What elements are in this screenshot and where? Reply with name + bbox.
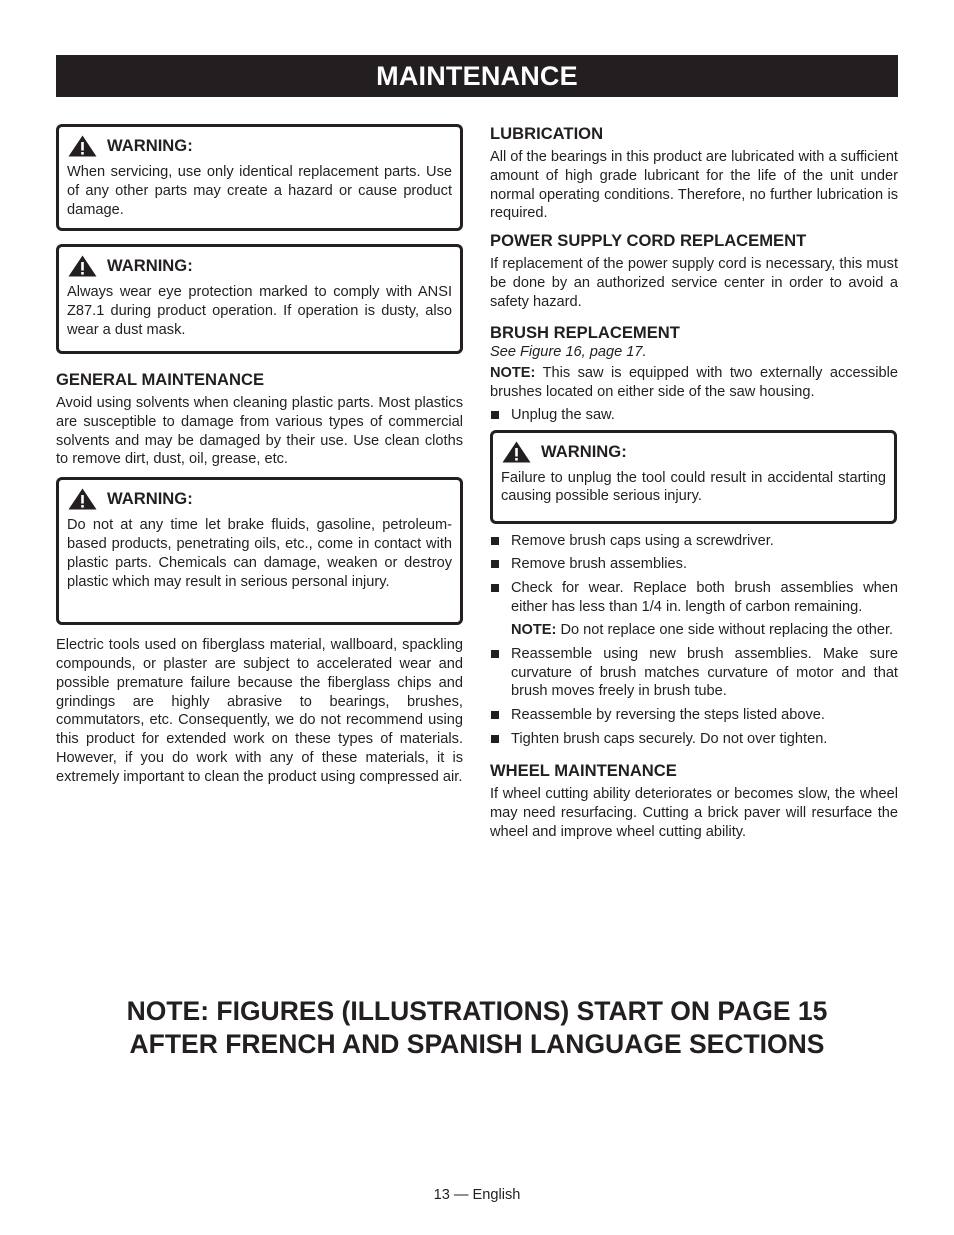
warning-header — [67, 255, 452, 277]
left-column — [56, 124, 463, 787]
bullet-square-icon — [491, 411, 499, 419]
wheel-maintenance-text: If wheel cutting ability deteriorates or becomes slow, the wheel may need resurfacing. Cutting a brick paver will resurface the wheel and improve wheel cutting ability. — [490, 786, 898, 840]
page-footer: 13 — English — [433, 1187, 521, 1203]
figures-note — [0, 995, 954, 1061]
warning-header — [501, 441, 886, 463]
list-item — [490, 730, 898, 749]
step-text: Reassemble using new brush assemblies. Make sure curvature of brush matches curvature of motor and that brush moves freely in brush tube. — [511, 645, 898, 700]
warning-header — [67, 488, 452, 510]
lubrication-heading: LUBRICATION — [490, 124, 604, 143]
warning-title: WARNING: — [107, 256, 193, 275]
step-text: Reassemble by reversing the steps listed above. — [511, 706, 825, 723]
warning-triangle-icon — [68, 488, 97, 510]
figures-note-line-2: AFTER FRENCH AND SPANISH LANGUAGE SECTIONS — [129, 1029, 825, 1059]
warning-title: WARNING: — [107, 489, 193, 509]
note-label: NOTE: — [511, 622, 557, 639]
note-text: This saw is equipped with two externally accessible brushes located on either side of the saw housing. — [490, 365, 898, 401]
note-label: NOTE: — [490, 365, 536, 382]
warning-triangle-icon — [502, 441, 531, 463]
warning-title: WARNING: — [107, 136, 193, 155]
lubrication-text: All of the bearings in this product are lubricated with a sufficient amount of high grade lubricant for the life of the unit under normal operating conditions. Therefore, no further lubrication is required. — [490, 149, 898, 222]
warning-box-unplug — [490, 430, 897, 524]
step-text: Remove brush caps using a screwdriver. — [511, 532, 774, 549]
bullet-square-icon — [491, 711, 499, 719]
step-text: Tighten brush caps securely. Do not over tighten. — [511, 730, 828, 747]
warning-box-replacement-parts — [56, 124, 463, 231]
page-title: MAINTENANCE — [56, 55, 898, 97]
list-item — [490, 406, 898, 425]
warning-header — [67, 135, 452, 157]
warning-triangle-icon — [68, 255, 97, 277]
warning-text: Do not at any time let brake fluids, gasoline, petroleum-based products, penetrating oils, etc., come in contact with plastic parts. Chemicals can damage, weaken or destroy plastic which may result in serious personal injury. — [67, 517, 452, 590]
brush-replacement-heading: BRUSH REPLACEMENT — [490, 322, 680, 342]
general-maintenance-heading: GENERAL MAINTENANCE — [56, 370, 265, 389]
list-item — [490, 555, 898, 574]
warning-text: Failure to unplug the tool could result in accidental starting causing possible serious injury. — [501, 469, 886, 505]
bullet-square-icon — [491, 560, 499, 568]
figure-reference: See Figure 16, page 17. — [490, 343, 647, 360]
list-item — [490, 532, 898, 551]
step-text: Unplug the saw. — [511, 406, 615, 423]
cord-replacement-text: If replacement of the power supply cord is necessary, this must be done by an authorized service center in order to avoid a safety hazard. — [490, 256, 898, 310]
bullet-square-icon — [491, 584, 499, 592]
list-item — [490, 645, 898, 701]
list-item — [490, 579, 898, 617]
bullet-square-icon — [491, 650, 499, 658]
general-maintenance-text: Avoid using solvents when cleaning plastic parts. Most plastics are susceptible to damage from various types of commercial solvents and may be damaged by their use. Use clean cloths to remove dirt, dust, oil, grease, etc. — [56, 395, 463, 468]
warning-text: When servicing, use only identical replacement parts. Use of any other parts may create a hazard or cause product damage. — [67, 164, 452, 218]
right-column — [490, 124, 898, 842]
warning-box-brake-fluids — [56, 477, 463, 625]
brush-subnote — [490, 621, 898, 640]
cord-replacement-heading: POWER SUPPLY CORD REPLACEMENT — [490, 231, 807, 251]
warning-text: Always wear eye protection marked to comply with ANSI Z87.1 during product operation. If operation is dusty, also wear a dust mask. — [67, 284, 452, 338]
warning-triangle-icon — [68, 135, 97, 157]
brush-steps-list-continued — [490, 532, 898, 617]
bullet-square-icon — [491, 537, 499, 545]
list-item — [490, 706, 898, 725]
step-text: Check for wear. Replace both brush assemblies when either has less than 1/4 in. length of carbon remaining. — [511, 579, 898, 615]
brush-steps-list-final — [490, 645, 898, 749]
brush-steps-list — [490, 406, 898, 425]
warning-box-eye-protection — [56, 244, 463, 354]
figures-note-line-1: NOTE: FIGURES (ILLUSTRATIONS) START ON PAGE 15 — [126, 996, 828, 1026]
note-text: Do not replace one side without replacing the other. — [556, 622, 894, 639]
bullet-square-icon — [491, 735, 499, 743]
brush-note — [490, 364, 898, 402]
step-text: Remove brush assemblies. — [511, 556, 688, 573]
warning-title: WARNING: — [541, 441, 627, 461]
wheel-maintenance-heading: WHEEL MAINTENANCE — [490, 761, 677, 781]
fiberglass-paragraph: Electric tools used on fiberglass material, wallboard, spackling compounds, or plaster are subject to accelerated wear and possible premature failure because the fiberglass chips and grindings are highly abrasive to bearings, brushes, commutators, etc. Consequently, we do not recommend using this product for extended work on these types of materials. However, if you do work with any of these materials, it is extremely important to clean the product using compressed air. — [56, 637, 463, 785]
